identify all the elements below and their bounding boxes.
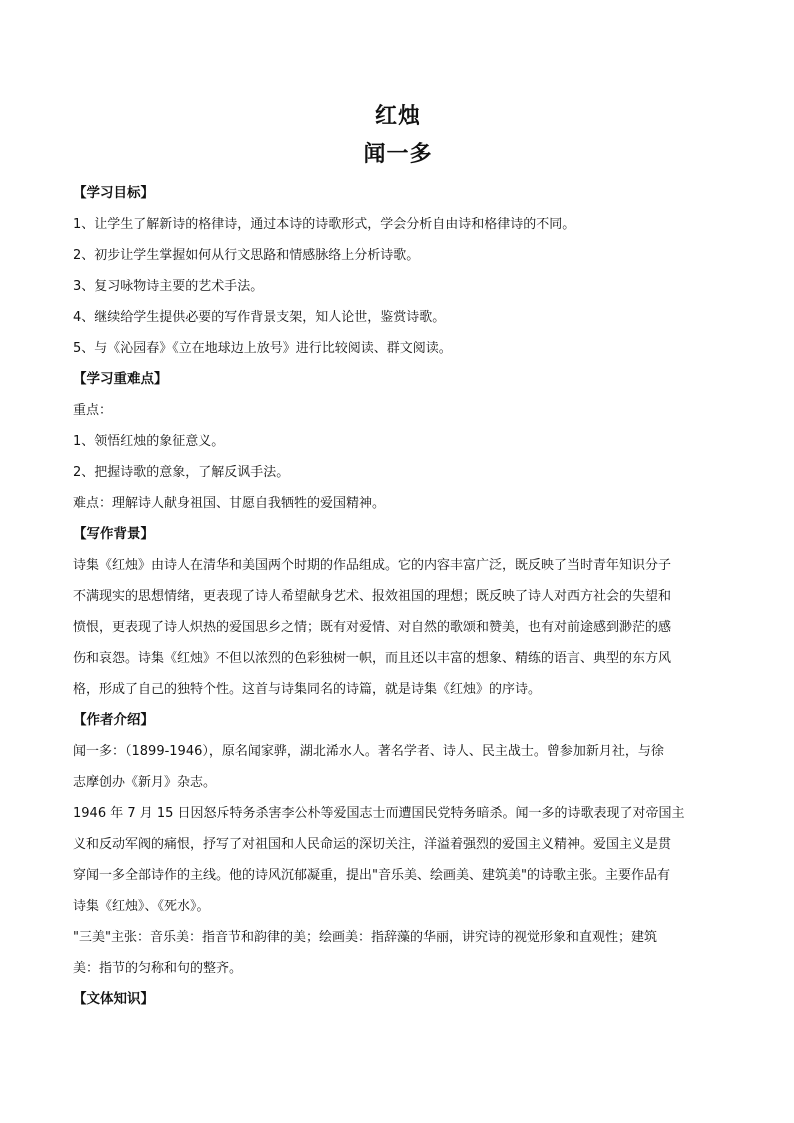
difficulty-text: 难点：理解诗人献身祖国、甘愿自我牺牲的爱国精神。 (73, 496, 386, 511)
paragraph-line: 格，形成了自己的独特个性。这首与诗集同名的诗篇，就是诗集《红烛》的序诗。 (73, 682, 542, 697)
document-author: 闻一多 (363, 142, 433, 167)
key-points-label: 重点： (73, 403, 113, 418)
paragraph-line: 义和反动军阀的痛恨，抒写了对祖国和人民命运的深切关注，洋溢着强烈的爱国主义精神。爱国主义是贯 (73, 837, 672, 852)
paragraph-line: 志摩创办《新月》杂志。 (73, 775, 217, 790)
paragraph-line: 诗集《红烛》、《死水》。 (73, 899, 210, 914)
key-point-item: 1、领悟红烛的象征意义。 (73, 434, 225, 449)
key-points-heading: 【学习重难点】 (73, 371, 168, 387)
paragraph-line: 1946 年 7 月 15 日因怒斥特务杀害李公朴等爱国志士而遭国民党特务暗杀。闻一多的诗歌表现了对帝国主 (73, 806, 685, 821)
objective-item: 5、与《沁园春》《立在地球边上放号》进行比较阅读、群文阅读。 (73, 341, 452, 356)
author-intro-paragraph-3 (73, 922, 723, 984)
key-point-item: 2、把握诗歌的意象，了解反讽手法。 (73, 465, 290, 480)
paragraph-line: 诗集《红烛》由诗人在清华和美国两个时期的作品组成。它的内容丰富广泛，既反映了当时青年知识分子 (73, 558, 672, 573)
author-intro-paragraph-1 (73, 736, 723, 798)
paragraph-line: 闻一多：（1899-1946），原名闻家骅，湖北浠水人。著名学者、诗人、民主战士。曾参加新月社，与徐 (73, 744, 664, 759)
objective-item: 2、初步让学生掌握如何从行文思路和情感脉络上分析诗歌。 (73, 248, 420, 263)
objectives-heading: 【学习目标】 (73, 185, 154, 201)
paragraph-line: 愤恨，更表现了诗人炽热的爱国思乡之情；既有对爱情、对自然的歌颂和赞美，也有对前途感到渺茫的感 (73, 620, 672, 635)
document-content (73, 98, 723, 1015)
genre-heading: 【文体知识】 (73, 991, 154, 1007)
author-intro-heading: 【作者介绍】 (73, 712, 154, 728)
paragraph-line: 不满现实的思想情绪，更表现了诗人希望献身艺术、报效祖国的理想；既反映了诗人对西方社会的失望和 (73, 589, 672, 604)
objective-item: 3、复习咏物诗主要的艺术手法。 (73, 279, 264, 294)
author-intro-paragraph-2 (73, 798, 723, 922)
paragraph-line: 穿闻一多全部诗作的主线。他的诗风沉郁凝重，提出"音乐美、绘画美、建筑美"的诗歌主张。主要作品有 (73, 868, 670, 883)
paragraph-line: 伤和哀怨。诗集《红烛》不但以浓烈的色彩独树一帜，而且还以丰富的想象、精练的语言、典型的东方风 (73, 651, 672, 666)
paragraph-line: 美：指节的匀称和句的整齐。 (73, 961, 243, 976)
document-title: 红烛 (374, 104, 421, 129)
objective-item: 1、让学生了解新诗的格律诗，通过本诗的诗歌形式，学会分析自由诗和格律诗的不同。 (73, 217, 576, 232)
background-heading: 【写作背景】 (73, 526, 154, 542)
background-paragraph (73, 550, 723, 705)
objective-item: 4、继续给学生提供必要的写作背景支架，知人论世，鉴赏诗歌。 (73, 310, 446, 325)
paragraph-line: "三美"主张：音乐美：指音节和韵律的美；绘画美：指辞藻的华丽，讲究诗的视觉形象和直观性；建筑 (73, 930, 657, 945)
